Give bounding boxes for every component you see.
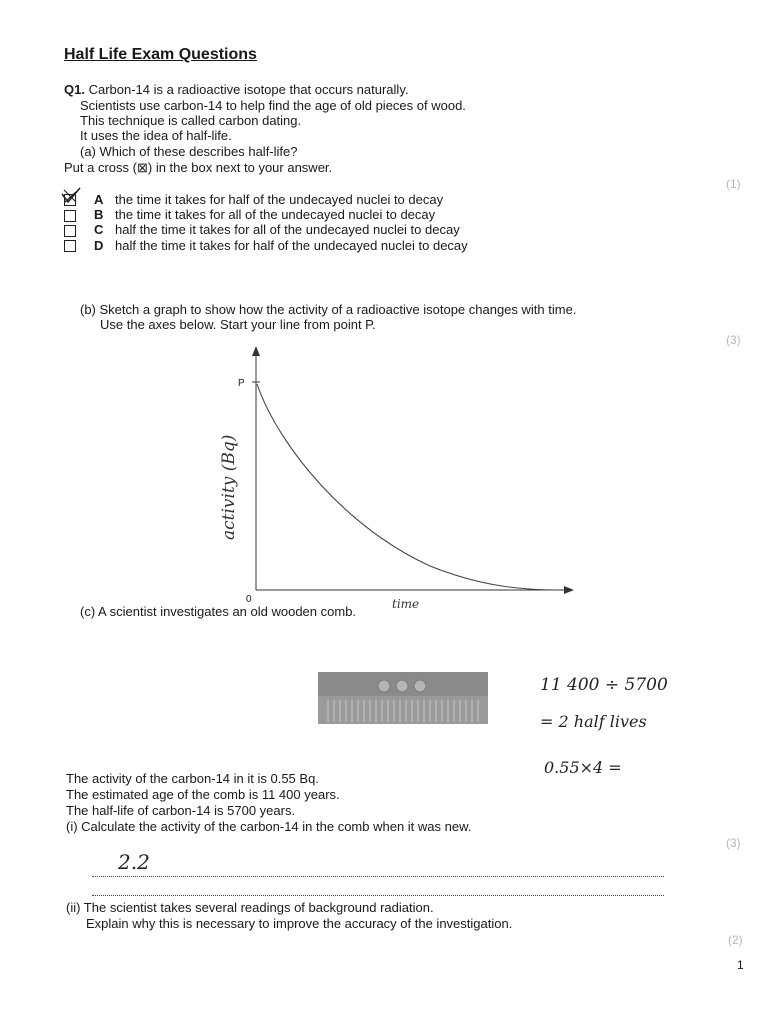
option-c-text: half the time it takes for all of the undecayed nuclei to decay: [115, 222, 460, 237]
q1-intro-line-3: This technique is called carbon dating.: [80, 113, 302, 128]
option-c-checkbox[interactable]: [64, 225, 76, 237]
option-a-letter: A: [94, 192, 104, 207]
marks-part-ci: (3): [726, 836, 741, 850]
part-c-line-1: (c) A scientist investigates an old wooden comb.: [80, 604, 357, 619]
working-line-2: = 2 half lives: [540, 712, 647, 731]
option-a-text: the time it takes for half of the undecayed nuclei to decay: [115, 192, 444, 207]
option-d-text: half the time it takes for half of the undecayed nuclei to decay: [115, 238, 468, 253]
option-c-letter: C: [94, 222, 104, 237]
fact-line-1: The activity of the carbon-14 in it is 0.55 Bq.: [66, 771, 319, 786]
wooden-comb-image: [318, 672, 488, 724]
working-line-1: 11 400 ÷ 5700: [540, 675, 668, 695]
q1-label: Q1.: [64, 82, 85, 97]
decay-curve: [257, 384, 560, 590]
y-axis-handwritten-label: activity (Bq): [219, 434, 239, 540]
part-ci-question: (i) Calculate the activity of the carbon-14 in the comb when it was new.: [66, 819, 472, 834]
option-d-letter: D: [94, 238, 104, 253]
answer-line-1[interactable]: [92, 876, 664, 877]
q1-intro-line-5: (a) Which of these describes half-life?: [80, 144, 298, 159]
q1-instruction: Put a cross (⊠) in the box next to your answer.: [64, 160, 333, 175]
marks-part-a: (1): [726, 177, 741, 191]
decay-sketch-graph: [200, 340, 580, 620]
page-number: 1: [737, 958, 744, 972]
handwritten-answer: 2.2: [118, 850, 150, 874]
fact-line-3: The half-life of carbon-14 is 5700 years.: [66, 803, 296, 818]
q1-intro-line-2: Scientists use carbon-14 to help find the age of old pieces of wood.: [80, 98, 466, 113]
part-cii-line-2: Explain why this is necessary to improve the accuracy of the investigation.: [86, 916, 513, 931]
marks-part-b: (3): [726, 333, 741, 347]
page-title: Half Life Exam Questions: [64, 46, 257, 63]
option-d-checkbox[interactable]: [64, 240, 76, 252]
cross-box-glyph: ⊠: [136, 160, 148, 175]
option-b-checkbox[interactable]: [64, 210, 76, 222]
y-axis-arrow-icon: [252, 346, 260, 356]
tick-cross-mark-icon: [60, 186, 82, 208]
point-p-label: P: [238, 378, 245, 389]
part-b-line-2: Use the axes below. Start your line from point P.: [100, 317, 376, 332]
part-cii-line-1: (ii) The scientist takes several readings of background radiation.: [66, 900, 434, 915]
answer-line-2[interactable]: [92, 895, 664, 896]
fact-line-2: The estimated age of the comb is 11 400 years.: [66, 787, 340, 802]
q1-intro-line-4: It uses the idea of half-life.: [80, 128, 232, 143]
q1-intro-line-1: Q1. Carbon-14 is a radioactive isotope that occurs naturally.: [64, 82, 409, 97]
origin-label: 0: [246, 594, 252, 605]
x-axis-handwritten-label: time: [392, 597, 420, 611]
part-b-line-1: (b) Sketch a graph to show how the activity of a radioactive isotope changes with time.: [80, 302, 577, 317]
option-b-text: the time it takes for all of the undecayed nuclei to decay: [115, 207, 436, 222]
marks-part-cii: (2): [728, 933, 743, 947]
working-line-3: 0.55×4 =: [544, 758, 622, 777]
option-b-letter: B: [94, 207, 104, 222]
x-axis-arrow-icon: [564, 586, 574, 594]
